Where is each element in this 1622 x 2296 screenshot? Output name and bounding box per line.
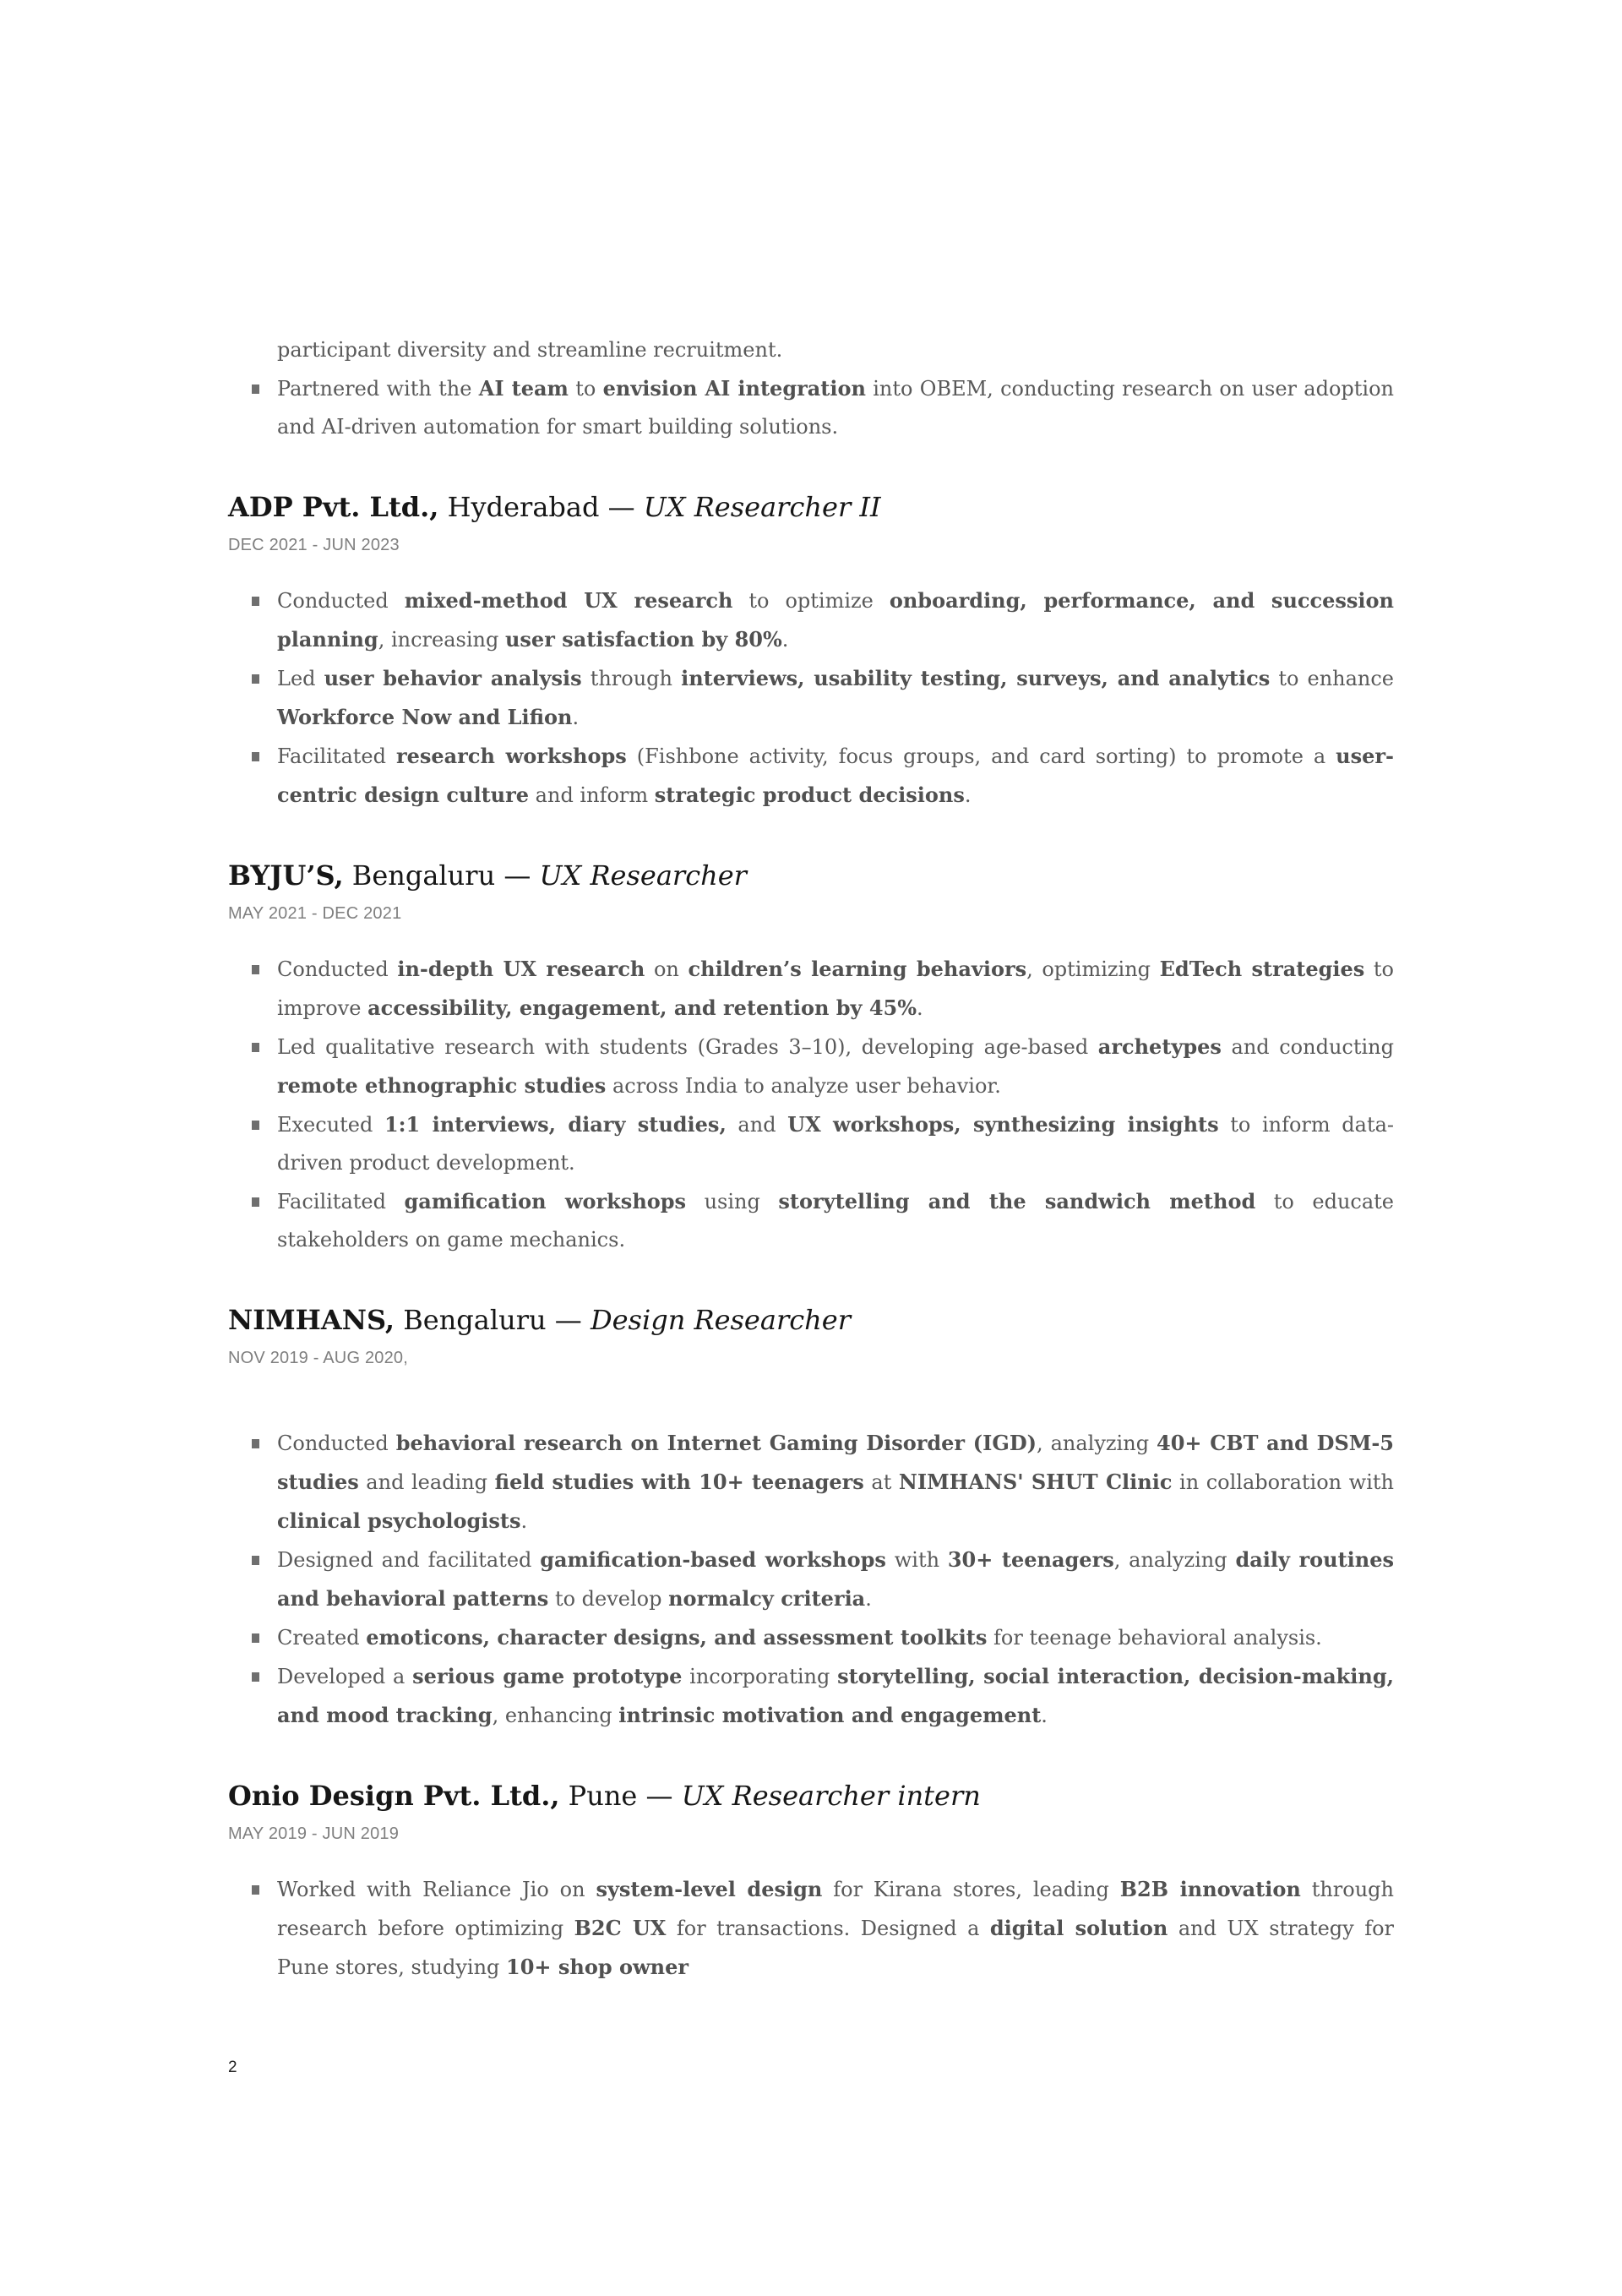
bold-text-run: strategic product decisions [654,783,965,807]
bold-text-run: system-level design [596,1877,823,1901]
text-run: and conducting [1221,1035,1394,1059]
experience-section [228,490,1394,815]
bullet-text [277,1878,1394,1979]
bold-text-run: user-centric design culture [277,744,1394,807]
text-run: incorporating [682,1665,838,1688]
experience-section [228,1303,1394,1735]
resume-experience-content [228,331,1394,1987]
date-range: MAY 2019 - JUN 2019 [228,1824,400,1843]
bullet-square-icon [252,597,259,606]
bold-text-run: clinical psychologists [277,1508,521,1533]
bullet-text [277,1113,1394,1175]
bold-text-run: envision AI integration [602,376,866,401]
bold-text-run: 40+ CBT and DSM-5 studies [277,1431,1395,1494]
text-run: Conducted [277,957,398,981]
text-run: , analyzing [1113,1548,1236,1572]
text-run: . [781,628,789,652]
bullet-text [277,1548,1394,1611]
bold-text-run: B2B innovation [1119,1877,1301,1901]
bullet-item [228,950,1394,1028]
text-run: Partnered with the [277,377,479,401]
text-run: Created [277,1626,367,1650]
bold-text-run: storytelling, social interaction, decision-making, and mood tracking [277,1664,1395,1727]
text-run: to develop [548,1587,669,1611]
date-range: MAY 2021 - DEC 2021 [228,904,402,923]
bold-text-run: gamification-based workshops [540,1547,886,1572]
bullet-square-icon [252,1672,259,1682]
bold-text-run: accessibility, engagement, and retention by 45% [367,995,917,1020]
bullet-item [228,1870,1394,1987]
bullet-item [228,1657,1394,1735]
bold-text-run: onboarding, performance, and succession planning [277,588,1394,652]
bullet-square-icon [252,1885,259,1895]
carryover-bullet-list [228,369,1394,446]
text-run: to optimize [732,589,890,613]
bold-text-run: user satisfaction by 80% [504,627,782,652]
text-run: Developed a [277,1665,413,1688]
bullet-text [277,1190,1394,1252]
role-title: UX Researcher [539,859,747,892]
text-run: , optimizing [1026,957,1160,981]
text-run: , increasing [378,628,505,652]
role-title: Design Researcher [590,1304,851,1336]
text-run: (Fishbone activity, focus groups, and card sorting) to promote a [626,744,1336,768]
text-run: to [568,377,603,401]
bold-text-run: 30+ teenagers [947,1547,1114,1572]
bullet-square-icon [252,1439,259,1448]
bullet-list [228,1424,1394,1735]
bold-text-run: daily routines and behavioral patterns [277,1547,1395,1611]
role-title: UX Researcher II [643,491,881,523]
bold-text-run: intrinsic motivation and engagement [618,1703,1042,1727]
bullet-square-icon [252,384,259,394]
bold-text-run: field studies with 10+ teenagers [494,1470,864,1494]
text-run: . [865,1587,872,1611]
bold-text-run: user behavior analysis [324,666,582,690]
text-run: . [964,783,972,807]
section-heading [228,859,1394,892]
bullet-text [277,744,1394,807]
bold-text-run: UX workshops, synthesizing insights [787,1112,1219,1137]
bold-text-run: in-depth UX research [397,957,645,981]
text-run: for transactions. Designed a [666,1917,990,1940]
bold-text-run: emoticons, character designs, and assessment toolkits [366,1625,988,1650]
text-run: through research before optimizing [277,1878,1395,1940]
bullet-square-icon [252,1043,259,1052]
bullet-text [277,1035,1394,1098]
text-run: Led [277,667,324,690]
bold-text-run: research workshops [395,744,627,768]
text-run: for teenage behavioral analysis. [987,1626,1322,1650]
experience-section [228,1779,1394,1987]
text-run: to educate stakeholders on game mechanics. [277,1190,1395,1252]
company-name: NIMHANS, [228,1304,395,1336]
bullet-item [228,659,1394,737]
bold-text-run: 10+ shop owner [506,1955,689,1979]
text-run: to enhance [1270,667,1395,690]
text-run: , analyzing [1037,1432,1157,1455]
experience-section [228,859,1394,1259]
bullet-item [228,1182,1394,1259]
company-location: Pune — [559,1780,682,1812]
bullet-square-icon [252,1121,259,1130]
bullet-list [228,581,1394,815]
text-run: to improve [277,957,1395,1020]
text-run: Facilitated [277,744,396,768]
experience-sections [228,490,1394,1987]
bullet-item [228,1618,1394,1657]
bold-text-run: 1:1 interviews, diary studies, [384,1112,727,1137]
text-run: . [1041,1704,1048,1727]
date-range: DEC 2021 - JUN 2023 [228,536,400,554]
bullet-text [277,667,1394,729]
section-heading [228,490,1394,524]
bullet-text [277,377,1394,439]
text-run: for Kirana stores, leading [822,1878,1120,1901]
company-name: ADP Pvt. Ltd., [228,491,439,523]
bullet-item [228,1028,1394,1105]
bullet-text [277,1626,1322,1650]
bullet-square-icon [252,752,259,761]
text-run: , enhancing [492,1704,619,1727]
text-run: Designed and facilitated [277,1548,541,1572]
section-heading [228,1303,1394,1337]
bullet-square-icon [252,1633,259,1643]
text-run: on [645,957,689,981]
bold-text-run: archetypes [1097,1034,1222,1059]
text-run: and UX strategy for Pune stores, studying [277,1917,1394,1979]
text-run: using [686,1190,779,1213]
bullet-item [228,737,1394,815]
bold-text-run: digital solution [989,1916,1168,1940]
text-run: to inform data-driven product development. [277,1113,1395,1175]
text-run: Worked with Reliance Jio on [277,1878,596,1901]
text-run: Facilitated [277,1190,405,1213]
bold-text-run: B2C UX [574,1916,667,1940]
text-run: . [917,996,923,1020]
bold-text-run: interviews, usability testing, surveys, and analytics [681,666,1271,690]
company-name: Onio Design Pvt. Ltd., [228,1780,560,1812]
bullet-text [277,589,1394,652]
bold-text-run: NIMHANS' SHUT Clinic [898,1470,1173,1494]
bold-text-run: EdTech strategies [1159,957,1365,981]
text-run: with [885,1548,948,1572]
text-run: into OBEM, conducting research on user adoption and AI-driven automation for smart building solutions. [277,377,1395,439]
bullet-list [228,950,1394,1259]
bold-text-run: behavioral research on Internet Gaming Disorder (IGD) [395,1431,1037,1455]
bold-text-run: normalcy criteria [668,1586,866,1611]
bullet-item [228,581,1394,659]
text-run: and leading [358,1470,495,1494]
bullet-item [228,1424,1394,1541]
bullet-square-icon [252,965,259,974]
company-location: Bengaluru — [343,859,540,892]
bullet-square-icon [252,674,259,684]
role-title: UX Researcher intern [681,1780,981,1812]
bullet-square-icon [252,1197,259,1207]
page-number: 2 [228,2059,237,2076]
bullet-item [228,1541,1394,1618]
bold-text-run: AI team [478,376,569,401]
bullet-text [277,957,1394,1020]
bullet-item [228,1105,1394,1182]
text-run: Conducted [277,589,405,613]
date-range: NOV 2019 - AUG 2020, [228,1349,409,1367]
bold-text-run: mixed-method UX research [404,588,733,613]
company-location: Hyderabad — [438,491,644,523]
text-run: and inform [529,783,655,807]
bold-text-run: serious game prototype [412,1664,683,1688]
carryover-text: participant diversity and streamline recruitment. [277,338,783,362]
bullet-square-icon [252,1556,259,1565]
text-run: through [581,667,682,690]
bullet-text [277,1665,1394,1727]
text-run: in collaboration with [1172,1470,1395,1494]
bold-text-run: storytelling and the sandwich method [778,1189,1256,1213]
text-run: across India to analyze user behavior. [606,1074,1001,1098]
bullet-list [228,1870,1394,1987]
text-run: Executed [277,1113,384,1137]
company-location: Bengaluru — [395,1304,591,1336]
company-name: BYJU’S, [228,859,344,892]
text-run: . [520,1509,528,1533]
text-run: and [726,1113,788,1137]
bold-text-run: children’s learning behaviors [688,957,1027,981]
section-heading [228,1779,1394,1813]
carryover-bullet-group [228,331,1394,446]
bullet-text [277,1432,1394,1533]
bullet-item [228,369,1394,446]
bold-text-run: remote ethnographic studies [277,1073,607,1098]
text-run: . [572,706,580,729]
bold-text-run: Workforce Now and Lifion [277,705,573,729]
bold-text-run: gamification workshops [404,1189,687,1213]
text-run: Conducted [277,1432,396,1455]
text-run: at [863,1470,899,1494]
text-run: Led qualitative research with students (Grades 3–10), developing age-based [277,1035,1098,1059]
